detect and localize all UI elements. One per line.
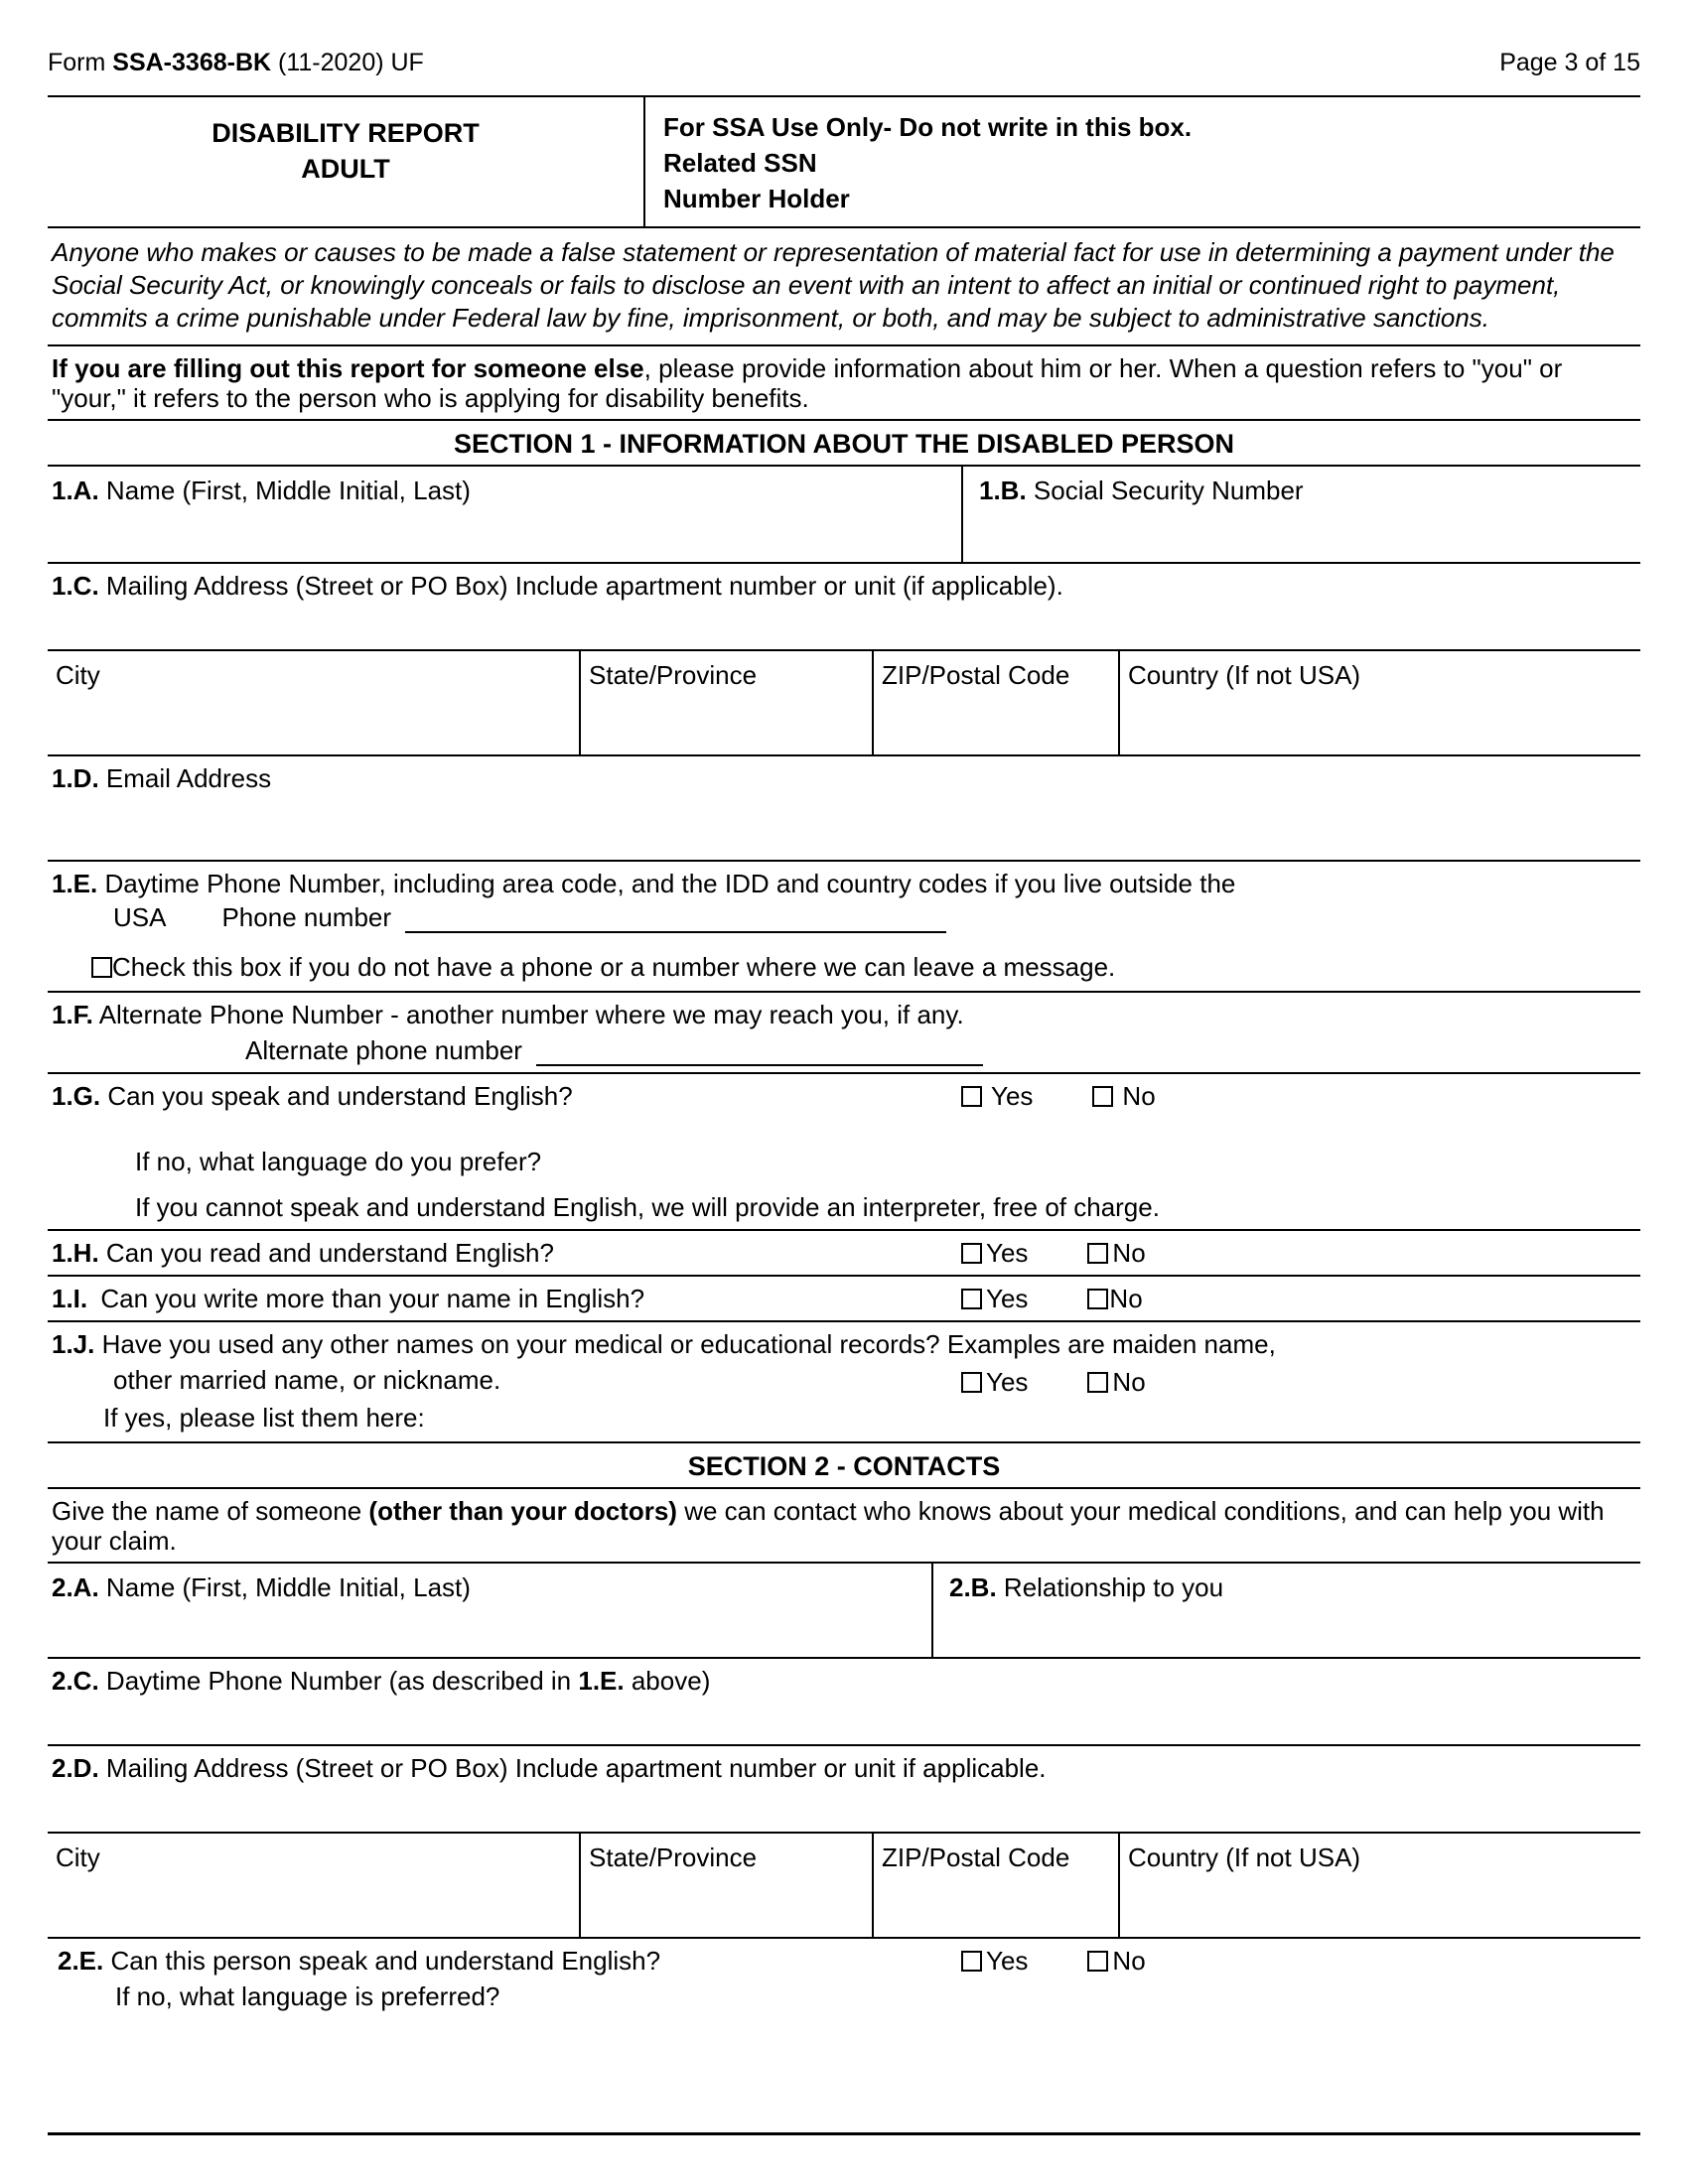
section-2-intro-part1: Give the name of someone: [52, 1496, 369, 1526]
choices-2e: [961, 1945, 1146, 1977]
row-2a-2b: [48, 1564, 1640, 1657]
block-1h-read-english: [48, 1231, 1640, 1275]
label-1i-number: 1.I.: [52, 1284, 88, 1313]
block-1j-other-names: [48, 1322, 1640, 1441]
row-1e-no-phone[interactable]: [52, 933, 1636, 985]
checkbox-2e-yes[interactable]: [961, 1951, 982, 1972]
checkbox-1h-no[interactable]: [1087, 1243, 1108, 1264]
label-2d-text: Mailing Address (Street or PO Box) Include apartment number or unit if applicable.: [105, 1753, 1047, 1783]
label-country-1: Country (If not USA): [1128, 660, 1361, 690]
block-1i-write-english: [48, 1277, 1640, 1320]
label-1g-number: 1.G.: [52, 1081, 101, 1111]
label-2e-text: Can this person speak and understand English?: [110, 1946, 661, 1976]
block-2e-speak-english: [48, 1939, 1640, 2020]
label-1g-sub1: If no, what language do you prefer?: [135, 1147, 542, 1176]
row-1f-phone-entry: [52, 1030, 1636, 1066]
option-2e-no[interactable]: [1087, 1945, 1145, 1977]
address-grid-1: [48, 651, 1640, 754]
field-1c-mailing-address[interactable]: [48, 564, 1640, 649]
label-1j-line1: [52, 1328, 1636, 1360]
label-1e-usa: USA: [113, 902, 167, 932]
field-1c-zip[interactable]: [872, 651, 1118, 754]
checkbox-1i-yes[interactable]: [961, 1289, 982, 1309]
label-1g-no: No: [1122, 1081, 1156, 1111]
label-2c-text-part2: above): [624, 1666, 711, 1696]
label-1g-sub2: If you cannot speak and understand English, we will provide an interpreter, free of charge.: [135, 1192, 1160, 1222]
ssa-use-only-notice: For SSA Use Only- Do not write in this box.: [663, 112, 1193, 142]
proxy-filing-notice: [48, 346, 1640, 419]
penalty-warning-text: Anyone who makes or causes to be made a false statement or representation of material fact for use in determining a payment under the Social Security Act, or knowingly conceals or fails to disclose an event with an intent to affect an initial or continued right to payment, commits a crime punishable under Federal law by fine, imprisonment, or both, and may be subject to administrative sanctions.: [52, 237, 1615, 333]
input-1f-alternate-phone-number[interactable]: [536, 1034, 983, 1066]
row-1a-1b: [48, 467, 1640, 562]
field-2b-relationship[interactable]: [931, 1564, 1640, 1657]
choices-1j: [961, 1366, 1146, 1398]
field-2c-daytime-phone[interactable]: [48, 1659, 1640, 1744]
checkbox-1j-yes[interactable]: [961, 1372, 982, 1393]
field-2a-name[interactable]: [48, 1564, 931, 1657]
label-city-1: City: [56, 660, 100, 690]
label-1j-no: No: [1112, 1367, 1146, 1397]
label-2c-number: 2.C.: [52, 1666, 99, 1696]
checkbox-1h-yes[interactable]: [961, 1243, 982, 1264]
related-ssn-label: Related SSN: [663, 148, 817, 178]
form-title-line2: ADULT: [301, 154, 390, 184]
label-1j-yes: Yes: [986, 1367, 1029, 1397]
form-identifier: [48, 48, 424, 77]
label-2a-number: 2.A.: [52, 1572, 99, 1602]
section-1-title: SECTION 1 - INFORMATION ABOUT THE DISABLED PERSON: [453, 429, 1235, 459]
label-1g-line1: [52, 1080, 1636, 1112]
form-edition-date: (11-2020) UF: [271, 49, 424, 76]
field-1c-country[interactable]: [1118, 651, 1640, 754]
option-1g-no[interactable]: [1092, 1080, 1155, 1112]
label-1c-text: Mailing Address (Street or PO Box) Include apartment number or unit (if applicable).: [105, 571, 1063, 601]
option-1g-yes[interactable]: [961, 1080, 1033, 1112]
label-2e-line: [52, 1945, 1636, 1977]
label-1e-text: Daytime Phone Number, including area code, and the IDD and country codes if you live outside the: [104, 869, 1236, 898]
page-footer-rule: [48, 2132, 1640, 2135]
checkbox-no-phone[interactable]: [91, 957, 112, 978]
label-1i-line: [52, 1283, 1636, 1314]
label-1b-number: 1.B.: [979, 476, 1027, 505]
choices-1h: [961, 1237, 1146, 1269]
label-1i-no: No: [1109, 1284, 1143, 1313]
label-1d-text: Email Address: [105, 763, 272, 793]
label-1g-yes: Yes: [991, 1081, 1034, 1111]
label-1h-number: 1.H.: [52, 1238, 99, 1268]
block-1e-daytime-phone: [48, 862, 1640, 991]
field-2d-country[interactable]: [1118, 1834, 1640, 1937]
page-header-line: [48, 48, 1640, 81]
label-2a-text: Name (First, Middle Initial, Last): [105, 1572, 471, 1602]
label-city-2: City: [56, 1843, 100, 1872]
option-1i-no[interactable]: [1087, 1283, 1142, 1314]
label-zip-1: ZIP/Postal Code: [882, 660, 1070, 690]
section-2-title: SECTION 2 - CONTACTS: [687, 1451, 1001, 1481]
choices-1i: [961, 1283, 1143, 1314]
choices-1g: [961, 1080, 1156, 1112]
label-1g-text: Can you speak and understand English?: [107, 1081, 573, 1111]
ssa-use-only-box: [643, 97, 1640, 226]
field-1a-name[interactable]: [48, 467, 961, 562]
field-1c-city[interactable]: [48, 651, 579, 754]
label-2b-text: Relationship to you: [1003, 1572, 1224, 1602]
field-2d-city[interactable]: [48, 1834, 579, 1937]
field-2d-state[interactable]: [579, 1834, 872, 1937]
label-1i-text: Can you write more than your name in English?: [100, 1284, 645, 1313]
label-1a-number: 1.A.: [52, 476, 99, 505]
checkbox-1g-yes[interactable]: [961, 1086, 982, 1107]
field-1d-email[interactable]: [48, 756, 1640, 860]
form-prefix-label: Form: [48, 49, 113, 76]
label-1f-number: 1.F.: [52, 1000, 93, 1029]
label-1h-line: [52, 1237, 1636, 1269]
row-1e-phone-entry: [52, 899, 1636, 933]
form-number: SSA-3368-BK: [112, 49, 272, 76]
number-holder-label: Number Holder: [663, 184, 850, 213]
form-title-line1: DISABILITY REPORT: [211, 118, 480, 148]
label-1h-no: No: [1112, 1238, 1146, 1268]
address-grid-2: [48, 1834, 1640, 1937]
label-1a-text: Name (First, Middle Initial, Last): [105, 476, 471, 505]
option-2e-yes[interactable]: [961, 1945, 1028, 1977]
label-1d-number: 1.D.: [52, 763, 99, 793]
field-2d-zip[interactable]: [872, 1834, 1118, 1937]
label-1j-sub: If yes, please list them here:: [103, 1403, 425, 1433]
label-1e-number: 1.E.: [52, 869, 98, 898]
label-1j-text-line1: Have you used any other names on your medical or educational records? Examples are maiden name,: [101, 1329, 1276, 1359]
label-2c-text-part1: Daytime Phone Number (as described in: [105, 1666, 579, 1696]
label-2e-sub: If no, what language is preferred?: [115, 1981, 500, 2011]
label-1i-yes: Yes: [986, 1284, 1029, 1313]
page-number: Page 3 of 15: [1499, 49, 1640, 76]
section-2-intro-bold: (other than your doctors): [368, 1496, 677, 1526]
option-1h-yes[interactable]: [961, 1237, 1028, 1269]
label-2c-reference: 1.E.: [578, 1666, 625, 1696]
label-2e-yes: Yes: [986, 1946, 1029, 1976]
label-1c-number: 1.C.: [52, 571, 99, 601]
section-2-intro-part2: we can contact who knows about your medical conditions, and can help you with your claim.: [52, 1496, 1605, 1556]
label-no-phone: Check this box if you do not have a phone or a number where we can leave a message.: [112, 952, 1116, 982]
label-1f-alternate-phone-number: Alternate phone number: [245, 1035, 522, 1065]
label-1b-text: Social Security Number: [1033, 476, 1304, 505]
field-1c-state[interactable]: [579, 651, 872, 754]
label-state-2: State/Province: [589, 1843, 758, 1872]
label-2e-no: No: [1112, 1946, 1146, 1976]
label-1h-text: Can you read and understand English?: [105, 1238, 554, 1268]
option-1j-yes[interactable]: [961, 1366, 1028, 1398]
proxy-filing-notice-rest: , please provide information about him or her. When a question refers to "you" or "your," it refers to the person who is applying for disability benefits.: [52, 353, 1563, 413]
label-2b-number: 2.B.: [949, 1572, 997, 1602]
label-country-2: Country (If not USA): [1128, 1843, 1361, 1872]
section-2-intro: [48, 1489, 1640, 1562]
checkbox-1i-no[interactable]: [1087, 1289, 1108, 1309]
label-1f-text: Alternate Phone Number - another number where we may reach you, if any.: [98, 1000, 964, 1029]
label-1e-phone-number: Phone number: [221, 902, 392, 932]
checkbox-1j-no[interactable]: [1087, 1372, 1108, 1393]
field-2d-mailing-address[interactable]: [48, 1746, 1640, 1832]
option-1h-no[interactable]: [1087, 1237, 1145, 1269]
checkbox-1g-no[interactable]: [1092, 1086, 1113, 1107]
block-1f-alternate-phone: [48, 993, 1640, 1072]
option-1i-yes[interactable]: [961, 1283, 1028, 1314]
label-1f-line1: [52, 999, 1636, 1030]
label-1e-line1: [52, 868, 1636, 899]
form-body: [48, 95, 1640, 2020]
label-state-1: State/Province: [589, 660, 758, 690]
proxy-filing-notice-lead: If you are filling out this report for someone else: [52, 353, 644, 383]
label-zip-2: ZIP/Postal Code: [882, 1843, 1070, 1872]
field-1b-ssn[interactable]: [961, 467, 1640, 562]
form-title: [48, 97, 643, 226]
label-1j-text-line2: other married name, or nickname.: [113, 1365, 501, 1395]
block-1g-speak-english: [48, 1074, 1640, 1229]
label-1j-number: 1.J.: [52, 1329, 95, 1359]
checkbox-2e-no[interactable]: [1087, 1951, 1108, 1972]
label-2e-number: 2.E.: [58, 1946, 104, 1976]
title-block: [48, 97, 1640, 226]
input-1e-phone-number[interactable]: [405, 901, 946, 933]
label-1h-yes: Yes: [986, 1238, 1029, 1268]
option-1j-no[interactable]: [1087, 1366, 1145, 1398]
label-2d-number: 2.D.: [52, 1753, 99, 1783]
